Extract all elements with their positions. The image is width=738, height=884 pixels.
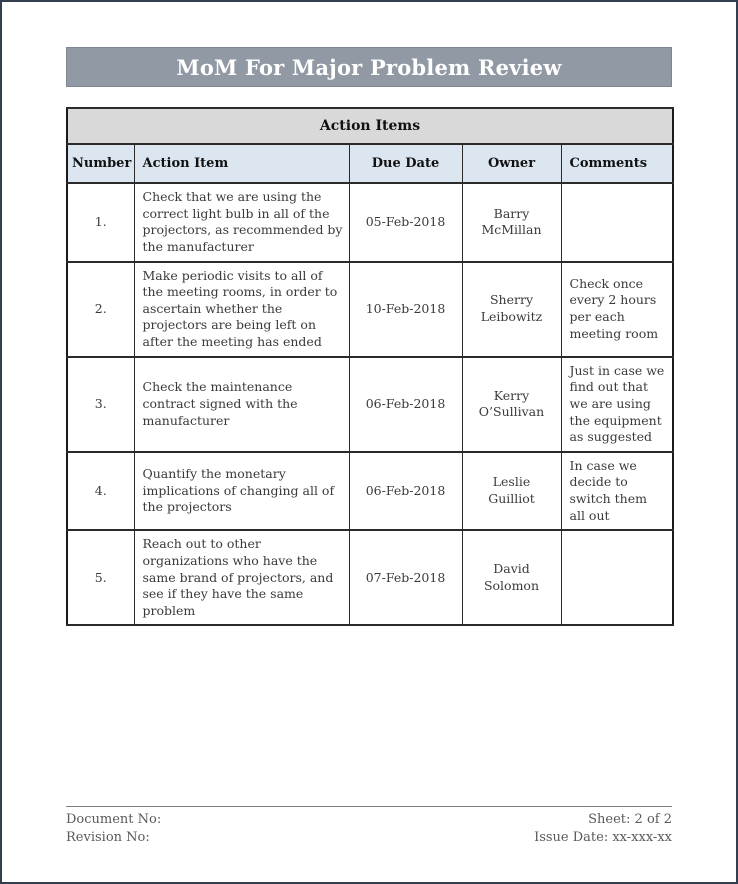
document-no-label: Document No: (66, 812, 162, 827)
table-row (67, 452, 673, 531)
cell-action-item: Check the maintenance contract signed with the manufacturer (134, 357, 349, 452)
cell-action-item: Check that we are using the correct light bulb in all of the projectors, as recommended by the manufacturer (134, 183, 349, 262)
sheet-label: Sheet: 2 of 2 (588, 812, 672, 827)
page-footer (66, 806, 672, 847)
cell-number: 3. (67, 357, 134, 452)
column-header-number: Number (67, 144, 134, 183)
cell-action-item: Make periodic visits to all of the meeting rooms, in order to ascertain whether the projectors are being left on after the meeting has ended (134, 262, 349, 357)
table-caption-row (67, 108, 673, 144)
column-header-comments: Comments (561, 144, 673, 183)
cell-action-item: Quantify the monetary implications of changing all of the projectors (134, 452, 349, 531)
cell-number: 4. (67, 452, 134, 531)
cell-owner: Leslie Guilliot (462, 452, 561, 531)
cell-due-date: 07-Feb-2018 (349, 530, 462, 625)
cell-due-date: 06-Feb-2018 (349, 357, 462, 452)
revision-no-label: Revision No: (66, 830, 150, 845)
cell-number: 2. (67, 262, 134, 357)
table-row (67, 357, 673, 452)
table-row (67, 183, 673, 262)
table-row (67, 530, 673, 625)
action-items-table (66, 107, 674, 626)
cell-comments (561, 530, 673, 625)
table-header-row (67, 144, 673, 183)
footer-left (66, 811, 161, 847)
cell-due-date: 05-Feb-2018 (349, 183, 462, 262)
issue-date-label: Issue Date: xx-xxx-xx (534, 830, 672, 845)
cell-owner: David Solomon (462, 530, 561, 625)
cell-due-date: 06-Feb-2018 (349, 452, 462, 531)
cell-number: 5. (67, 530, 134, 625)
table-caption: Action Items (67, 108, 673, 144)
cell-number: 1. (67, 183, 134, 262)
cell-comments: Just in case we find out that we are using the equipment as suggested (561, 357, 673, 452)
footer-right (534, 811, 672, 847)
column-header-due-date: Due Date (349, 144, 462, 183)
cell-due-date: 10-Feb-2018 (349, 262, 462, 357)
table-row (67, 262, 673, 357)
cell-owner: Barry McMillan (462, 183, 561, 262)
cell-comments: In case we decide to switch them all out (561, 452, 673, 531)
column-header-owner: Owner (462, 144, 561, 183)
cell-comments (561, 183, 673, 262)
document-title-bar (66, 47, 672, 87)
cell-owner: Kerry O’Sullivan (462, 357, 561, 452)
cell-comments: Check once every 2 hours per each meeting room (561, 262, 673, 357)
document-title: MoM For Major Problem Review (176, 54, 562, 80)
column-header-action-item: Action Item (134, 144, 349, 183)
cell-action-item: Reach out to other organizations who have the same brand of projectors, and see if they have the same problem (134, 530, 349, 625)
cell-owner: Sherry Leibowitz (462, 262, 561, 357)
